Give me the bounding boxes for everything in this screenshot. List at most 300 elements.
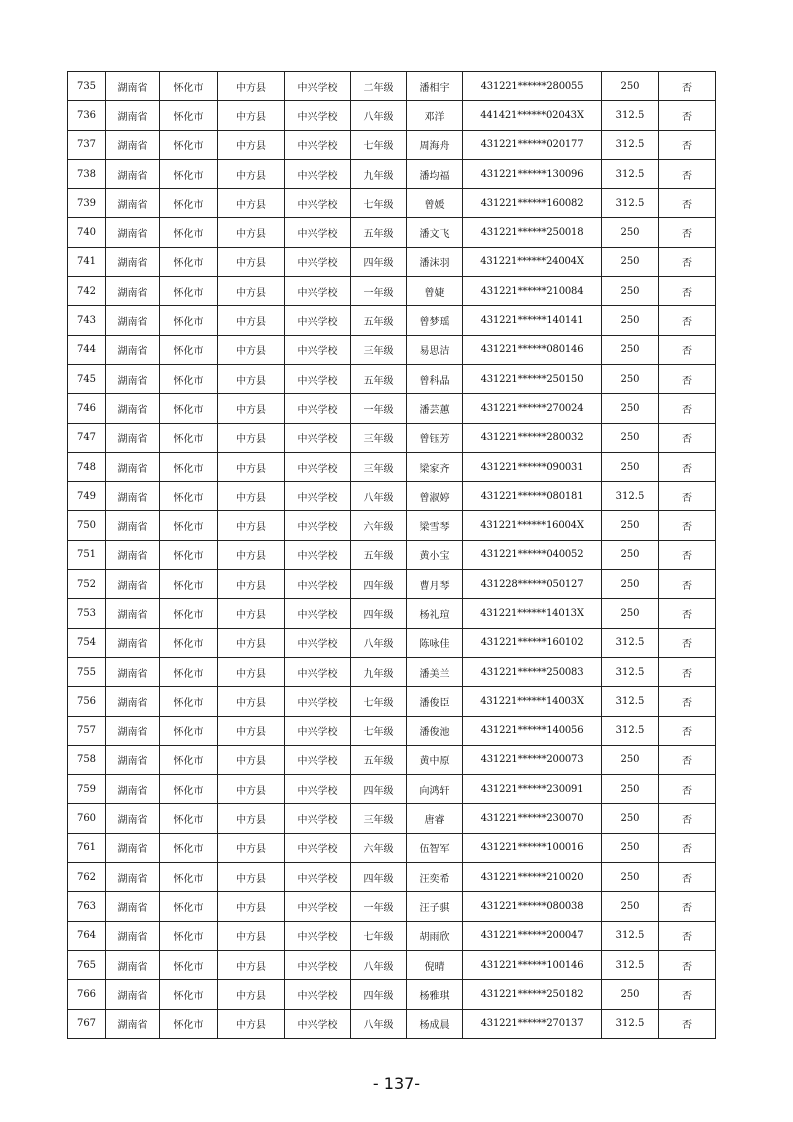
flag-cell: 否	[659, 277, 716, 306]
table-row	[68, 687, 716, 716]
row-number-cell: 745	[68, 364, 106, 393]
table-row	[68, 950, 716, 979]
province-cell: 湖南省	[106, 159, 160, 188]
name-cell: 潘沫羽	[407, 247, 463, 276]
table-row	[68, 335, 716, 364]
page-number: - 137-	[372, 1074, 421, 1093]
grade-cell: 七年级	[351, 189, 407, 218]
row-number-cell: 766	[68, 980, 106, 1009]
row-number-cell: 752	[68, 570, 106, 599]
city-cell: 怀化市	[160, 540, 218, 569]
amount-cell: 250	[602, 423, 659, 452]
row-number-cell: 767	[68, 1009, 106, 1038]
name-cell: 杨成晨	[407, 1009, 463, 1038]
school-cell: 中兴学校	[285, 628, 351, 657]
table-row	[68, 657, 716, 686]
school-cell: 中兴学校	[285, 980, 351, 1009]
county-cell: 中方县	[218, 775, 285, 804]
grade-cell: 七年级	[351, 716, 407, 745]
row-number-cell: 750	[68, 511, 106, 540]
name-cell: 潘文飞	[407, 218, 463, 247]
flag-cell: 否	[659, 482, 716, 511]
school-cell: 中兴学校	[285, 570, 351, 599]
table-row	[68, 511, 716, 540]
amount-cell: 312.5	[602, 687, 659, 716]
name-cell: 黄中原	[407, 745, 463, 774]
county-cell: 中方县	[218, 364, 285, 393]
table-row	[68, 745, 716, 774]
city-cell: 怀化市	[160, 72, 218, 101]
school-cell: 中兴学校	[285, 775, 351, 804]
id-number-cell: 431221******160082	[463, 189, 602, 218]
id-number-cell: 431221******160102	[463, 628, 602, 657]
id-number-cell: 431221******250018	[463, 218, 602, 247]
grade-cell: 一年级	[351, 892, 407, 921]
county-cell: 中方县	[218, 804, 285, 833]
province-cell: 湖南省	[106, 716, 160, 745]
province-cell: 湖南省	[106, 423, 160, 452]
id-number-cell: 431221******200047	[463, 921, 602, 950]
city-cell: 怀化市	[160, 1009, 218, 1038]
table-row	[68, 130, 716, 159]
amount-cell: 312.5	[602, 716, 659, 745]
name-cell: 潘相宇	[407, 72, 463, 101]
amount-cell: 250	[602, 335, 659, 364]
amount-cell: 250	[602, 804, 659, 833]
county-cell: 中方县	[218, 482, 285, 511]
name-cell: 曾媛	[407, 189, 463, 218]
row-number-cell: 735	[68, 72, 106, 101]
grade-cell: 八年级	[351, 950, 407, 979]
id-number-cell: 431221******250182	[463, 980, 602, 1009]
name-cell: 周海舟	[407, 130, 463, 159]
grade-cell: 三年级	[351, 423, 407, 452]
amount-cell: 312.5	[602, 1009, 659, 1038]
province-cell: 湖南省	[106, 950, 160, 979]
flag-cell: 否	[659, 892, 716, 921]
table-row	[68, 218, 716, 247]
id-number-cell: 431221******280055	[463, 72, 602, 101]
amount-cell: 250	[602, 599, 659, 628]
amount-cell: 250	[602, 511, 659, 540]
county-cell: 中方县	[218, 540, 285, 569]
city-cell: 怀化市	[160, 687, 218, 716]
province-cell: 湖南省	[106, 1009, 160, 1038]
amount-cell: 250	[602, 892, 659, 921]
county-cell: 中方县	[218, 277, 285, 306]
grade-cell: 二年级	[351, 72, 407, 101]
table-row	[68, 159, 716, 188]
province-cell: 湖南省	[106, 482, 160, 511]
row-number-cell: 743	[68, 306, 106, 335]
id-number-cell: 431221******24004X	[463, 247, 602, 276]
flag-cell: 否	[659, 423, 716, 452]
id-number-cell: 431221******080146	[463, 335, 602, 364]
school-cell: 中兴学校	[285, 130, 351, 159]
flag-cell: 否	[659, 804, 716, 833]
row-number-cell: 757	[68, 716, 106, 745]
grade-cell: 三年级	[351, 804, 407, 833]
row-number-cell: 741	[68, 247, 106, 276]
name-cell: 唐睿	[407, 804, 463, 833]
amount-cell: 312.5	[602, 921, 659, 950]
table-row	[68, 482, 716, 511]
grade-cell: 五年级	[351, 306, 407, 335]
county-cell: 中方县	[218, 863, 285, 892]
county-cell: 中方县	[218, 892, 285, 921]
province-cell: 湖南省	[106, 394, 160, 423]
id-number-cell: 431221******230091	[463, 775, 602, 804]
school-cell: 中兴学校	[285, 423, 351, 452]
city-cell: 怀化市	[160, 159, 218, 188]
row-number-cell: 754	[68, 628, 106, 657]
county-cell: 中方县	[218, 716, 285, 745]
province-cell: 湖南省	[106, 863, 160, 892]
county-cell: 中方县	[218, 306, 285, 335]
amount-cell: 250	[602, 980, 659, 1009]
city-cell: 怀化市	[160, 101, 218, 130]
amount-cell: 250	[602, 277, 659, 306]
name-cell: 潘均福	[407, 159, 463, 188]
flag-cell: 否	[659, 863, 716, 892]
row-number-cell: 755	[68, 657, 106, 686]
province-cell: 湖南省	[106, 277, 160, 306]
table-row	[68, 892, 716, 921]
id-number-cell: 431221******020177	[463, 130, 602, 159]
table-body	[68, 72, 716, 1039]
row-number-cell: 753	[68, 599, 106, 628]
county-cell: 中方县	[218, 657, 285, 686]
province-cell: 湖南省	[106, 599, 160, 628]
city-cell: 怀化市	[160, 657, 218, 686]
id-number-cell: 431221******250150	[463, 364, 602, 393]
city-cell: 怀化市	[160, 482, 218, 511]
name-cell: 梁雪琴	[407, 511, 463, 540]
amount-cell: 312.5	[602, 189, 659, 218]
row-number-cell: 758	[68, 745, 106, 774]
name-cell: 伍智军	[407, 833, 463, 862]
amount-cell: 250	[602, 452, 659, 481]
flag-cell: 否	[659, 1009, 716, 1038]
name-cell: 曾科晶	[407, 364, 463, 393]
school-cell: 中兴学校	[285, 1009, 351, 1038]
flag-cell: 否	[659, 599, 716, 628]
table-row	[68, 277, 716, 306]
table-row	[68, 247, 716, 276]
name-cell: 潘俊池	[407, 716, 463, 745]
grade-cell: 四年级	[351, 775, 407, 804]
city-cell: 怀化市	[160, 892, 218, 921]
flag-cell: 否	[659, 657, 716, 686]
amount-cell: 250	[602, 364, 659, 393]
city-cell: 怀化市	[160, 716, 218, 745]
id-number-cell: 431221******14013X	[463, 599, 602, 628]
province-cell: 湖南省	[106, 72, 160, 101]
amount-cell: 250	[602, 306, 659, 335]
flag-cell: 否	[659, 921, 716, 950]
school-cell: 中兴学校	[285, 394, 351, 423]
school-cell: 中兴学校	[285, 101, 351, 130]
flag-cell: 否	[659, 189, 716, 218]
county-cell: 中方县	[218, 423, 285, 452]
province-cell: 湖南省	[106, 189, 160, 218]
grade-cell: 四年级	[351, 570, 407, 599]
name-cell: 汪子骐	[407, 892, 463, 921]
city-cell: 怀化市	[160, 980, 218, 1009]
flag-cell: 否	[659, 306, 716, 335]
amount-cell: 312.5	[602, 159, 659, 188]
county-cell: 中方县	[218, 833, 285, 862]
id-number-cell: 431221******080181	[463, 482, 602, 511]
amount-cell: 312.5	[602, 482, 659, 511]
row-number-cell: 738	[68, 159, 106, 188]
id-number-cell: 431221******100016	[463, 833, 602, 862]
row-number-cell: 742	[68, 277, 106, 306]
school-cell: 中兴学校	[285, 540, 351, 569]
province-cell: 湖南省	[106, 306, 160, 335]
province-cell: 湖南省	[106, 921, 160, 950]
id-number-cell: 431221******200073	[463, 745, 602, 774]
name-cell: 曾淑婷	[407, 482, 463, 511]
city-cell: 怀化市	[160, 833, 218, 862]
school-cell: 中兴学校	[285, 364, 351, 393]
table-row	[68, 628, 716, 657]
name-cell: 汪奕希	[407, 863, 463, 892]
flag-cell: 否	[659, 101, 716, 130]
city-cell: 怀化市	[160, 745, 218, 774]
id-number-cell: 441421******02043X	[463, 101, 602, 130]
city-cell: 怀化市	[160, 804, 218, 833]
city-cell: 怀化市	[160, 189, 218, 218]
id-number-cell: 431221******090031	[463, 452, 602, 481]
table-row	[68, 863, 716, 892]
city-cell: 怀化市	[160, 950, 218, 979]
flag-cell: 否	[659, 72, 716, 101]
row-number-cell: 756	[68, 687, 106, 716]
city-cell: 怀化市	[160, 364, 218, 393]
city-cell: 怀化市	[160, 628, 218, 657]
county-cell: 中方县	[218, 72, 285, 101]
grade-cell: 七年级	[351, 921, 407, 950]
row-number-cell: 749	[68, 482, 106, 511]
county-cell: 中方县	[218, 247, 285, 276]
flag-cell: 否	[659, 364, 716, 393]
province-cell: 湖南省	[106, 833, 160, 862]
amount-cell: 250	[602, 247, 659, 276]
name-cell: 杨雅琪	[407, 980, 463, 1009]
row-number-cell: 762	[68, 863, 106, 892]
amount-cell: 312.5	[602, 101, 659, 130]
amount-cell: 312.5	[602, 657, 659, 686]
province-cell: 湖南省	[106, 452, 160, 481]
table-row	[68, 570, 716, 599]
province-cell: 湖南省	[106, 657, 160, 686]
grade-cell: 七年级	[351, 687, 407, 716]
flag-cell: 否	[659, 218, 716, 247]
grade-cell: 八年级	[351, 101, 407, 130]
county-cell: 中方县	[218, 570, 285, 599]
county-cell: 中方县	[218, 394, 285, 423]
flag-cell: 否	[659, 716, 716, 745]
flag-cell: 否	[659, 570, 716, 599]
city-cell: 怀化市	[160, 277, 218, 306]
table-row	[68, 452, 716, 481]
school-cell: 中兴学校	[285, 716, 351, 745]
flag-cell: 否	[659, 159, 716, 188]
county-cell: 中方县	[218, 687, 285, 716]
grade-cell: 三年级	[351, 335, 407, 364]
id-number-cell: 431221******14003X	[463, 687, 602, 716]
city-cell: 怀化市	[160, 570, 218, 599]
county-cell: 中方县	[218, 628, 285, 657]
grade-cell: 九年级	[351, 657, 407, 686]
grade-cell: 五年级	[351, 745, 407, 774]
city-cell: 怀化市	[160, 511, 218, 540]
row-number-cell: 740	[68, 218, 106, 247]
county-cell: 中方县	[218, 101, 285, 130]
table-row	[68, 101, 716, 130]
county-cell: 中方县	[218, 189, 285, 218]
flag-cell: 否	[659, 687, 716, 716]
table-row	[68, 306, 716, 335]
id-number-cell: 431221******140141	[463, 306, 602, 335]
table-row	[68, 394, 716, 423]
id-number-cell: 431221******16004X	[463, 511, 602, 540]
amount-cell: 312.5	[602, 628, 659, 657]
grade-cell: 五年级	[351, 540, 407, 569]
school-cell: 中兴学校	[285, 511, 351, 540]
name-cell: 潘芸蕙	[407, 394, 463, 423]
school-cell: 中兴学校	[285, 863, 351, 892]
grade-cell: 四年级	[351, 599, 407, 628]
id-number-cell: 431221******140056	[463, 716, 602, 745]
grade-cell: 五年级	[351, 364, 407, 393]
flag-cell: 否	[659, 130, 716, 159]
student-table	[67, 71, 716, 1039]
name-cell: 曾梦瑶	[407, 306, 463, 335]
grade-cell: 一年级	[351, 394, 407, 423]
city-cell: 怀化市	[160, 247, 218, 276]
school-cell: 中兴学校	[285, 833, 351, 862]
amount-cell: 312.5	[602, 130, 659, 159]
province-cell: 湖南省	[106, 570, 160, 599]
school-cell: 中兴学校	[285, 657, 351, 686]
row-number-cell: 759	[68, 775, 106, 804]
province-cell: 湖南省	[106, 511, 160, 540]
county-cell: 中方县	[218, 950, 285, 979]
county-cell: 中方县	[218, 511, 285, 540]
province-cell: 湖南省	[106, 130, 160, 159]
amount-cell: 250	[602, 833, 659, 862]
grade-cell: 六年级	[351, 833, 407, 862]
row-number-cell: 739	[68, 189, 106, 218]
amount-cell: 250	[602, 394, 659, 423]
name-cell: 曹月琴	[407, 570, 463, 599]
id-number-cell: 431221******250083	[463, 657, 602, 686]
row-number-cell: 747	[68, 423, 106, 452]
school-cell: 中兴学校	[285, 804, 351, 833]
city-cell: 怀化市	[160, 775, 218, 804]
grade-cell: 九年级	[351, 159, 407, 188]
name-cell: 邓洋	[407, 101, 463, 130]
county-cell: 中方县	[218, 335, 285, 364]
table-row	[68, 540, 716, 569]
province-cell: 湖南省	[106, 892, 160, 921]
county-cell: 中方县	[218, 218, 285, 247]
province-cell: 湖南省	[106, 540, 160, 569]
school-cell: 中兴学校	[285, 189, 351, 218]
name-cell: 潘美兰	[407, 657, 463, 686]
flag-cell: 否	[659, 628, 716, 657]
row-number-cell: 746	[68, 394, 106, 423]
id-number-cell: 431221******270137	[463, 1009, 602, 1038]
name-cell: 向鸿轩	[407, 775, 463, 804]
school-cell: 中兴学校	[285, 159, 351, 188]
province-cell: 湖南省	[106, 745, 160, 774]
city-cell: 怀化市	[160, 218, 218, 247]
school-cell: 中兴学校	[285, 921, 351, 950]
table-row	[68, 775, 716, 804]
table-row	[68, 599, 716, 628]
name-cell: 易思洁	[407, 335, 463, 364]
row-number-cell: 764	[68, 921, 106, 950]
id-number-cell: 431221******280032	[463, 423, 602, 452]
name-cell: 陈咏佳	[407, 628, 463, 657]
province-cell: 湖南省	[106, 101, 160, 130]
county-cell: 中方县	[218, 452, 285, 481]
province-cell: 湖南省	[106, 335, 160, 364]
grade-cell: 七年级	[351, 130, 407, 159]
name-cell: 曾钰芳	[407, 423, 463, 452]
table-row	[68, 804, 716, 833]
id-number-cell: 431221******230070	[463, 804, 602, 833]
table-row	[68, 423, 716, 452]
city-cell: 怀化市	[160, 599, 218, 628]
row-number-cell: 763	[68, 892, 106, 921]
row-number-cell: 765	[68, 950, 106, 979]
flag-cell: 否	[659, 745, 716, 774]
name-cell: 梁家齐	[407, 452, 463, 481]
school-cell: 中兴学校	[285, 452, 351, 481]
row-number-cell: 760	[68, 804, 106, 833]
table-row	[68, 716, 716, 745]
flag-cell: 否	[659, 540, 716, 569]
county-cell: 中方县	[218, 980, 285, 1009]
name-cell: 胡雨欣	[407, 921, 463, 950]
province-cell: 湖南省	[106, 218, 160, 247]
amount-cell: 250	[602, 570, 659, 599]
school-cell: 中兴学校	[285, 218, 351, 247]
row-number-cell: 736	[68, 101, 106, 130]
id-number-cell: 431221******040052	[463, 540, 602, 569]
row-number-cell: 748	[68, 452, 106, 481]
province-cell: 湖南省	[106, 687, 160, 716]
name-cell: 黄小宝	[407, 540, 463, 569]
county-cell: 中方县	[218, 159, 285, 188]
name-cell: 倪晴	[407, 950, 463, 979]
province-cell: 湖南省	[106, 980, 160, 1009]
amount-cell: 312.5	[602, 950, 659, 979]
amount-cell: 250	[602, 863, 659, 892]
county-cell: 中方县	[218, 921, 285, 950]
amount-cell: 250	[602, 745, 659, 774]
id-number-cell: 431221******210084	[463, 277, 602, 306]
row-number-cell: 761	[68, 833, 106, 862]
school-cell: 中兴学校	[285, 745, 351, 774]
flag-cell: 否	[659, 950, 716, 979]
id-number-cell: 431221******100146	[463, 950, 602, 979]
province-cell: 湖南省	[106, 247, 160, 276]
